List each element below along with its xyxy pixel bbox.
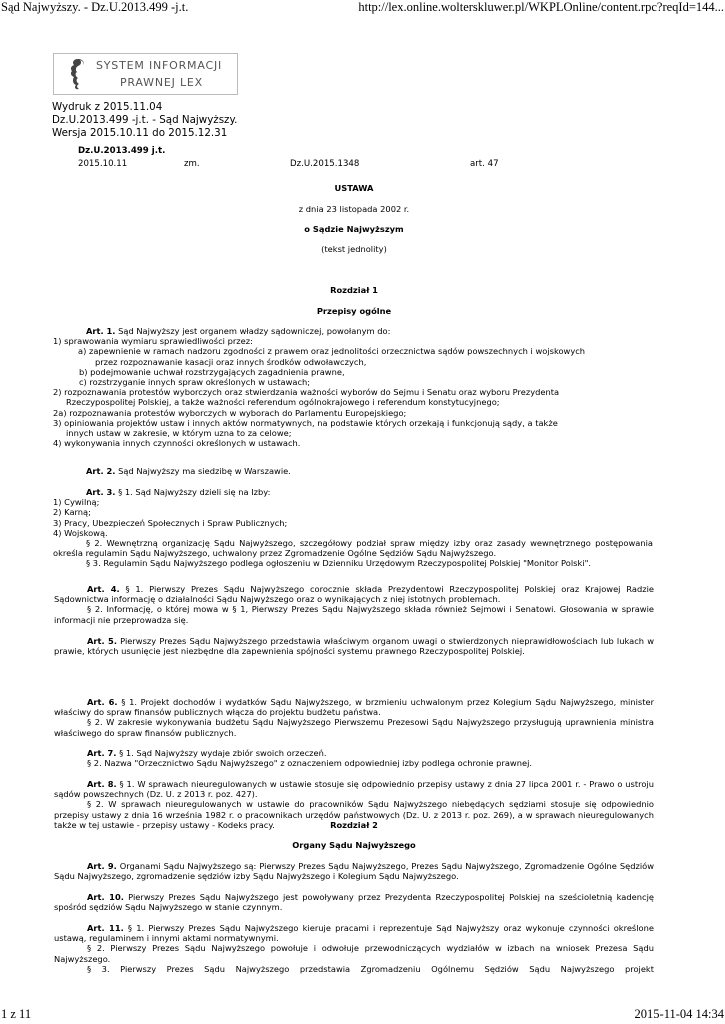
article-3-section-1: § 1. Sąd Najwyższy dzieli się na Izby:: [118, 487, 271, 497]
print-date: Wydruk z 2015.11.04: [52, 101, 163, 113]
article-9-text: Organami Sądu Najwyższego są: Pierwszy Prezes Sądu Najwyższego, Prezes Sądu Najwyższego, Zgromadzenie Ogólne Sędziów Sądu Najwyższego, zgromadzenie sędziów izby Sądu Najwyższego i Kolegium Sądu Najwyższego.: [54, 861, 655, 882]
article-9-heading: Art. 9.: [87, 861, 117, 871]
article-1-point-2: 2) rozpoznawania protestów wyborczych oraz stwierdzania ważności wyborów do Sejmu i Senatu oraz wyboru Prezydenta: [53, 387, 560, 398]
article-10-text: Pierwszy Prezes Sądu Najwyższego jest powoływany przez Prezydenta Rzeczypospolitej Polskiej na sześcioletnią kadencję spośród sędziów Sądu Najwyższego w stanie czynnym.: [54, 892, 654, 913]
logo-line-2: PRAWNEJ LEX: [120, 76, 203, 89]
article-1-point-1a: a) zapewnienie w ramach nadzoru zgodności z prawem oraz jednolitości orzecznictwa sądów powszechnych i wojskowych: [78, 346, 586, 357]
version-range: Wersja 2015.10.11 do 2015.12.31: [52, 127, 228, 139]
seahorse-icon: [64, 57, 88, 91]
act-reference: Dz.U.2013.499 j.t.: [78, 146, 166, 156]
chapter-1-label: Rozdział 1: [330, 285, 378, 295]
article-11-heading: Art. 11.: [87, 923, 124, 933]
article-2-heading: Art. 2.: [86, 466, 116, 476]
amend-type: zm.: [184, 159, 200, 169]
print-header-url: http://lex.online.wolterskluwer.pl/WKPLOnline/content.rpc?reqId=144...: [358, 0, 724, 14]
article-1-point-1c: c) rozstrzyganie innych spraw określonych w ustawach;: [79, 377, 311, 388]
article-6-heading: Art. 6.: [87, 697, 118, 707]
article-4-heading: Art. 4.: [87, 584, 120, 594]
page-counter: 1 z 11: [1, 1007, 32, 1021]
article-1-heading: Art. 1.: [86, 326, 116, 336]
article-1-point-4: 4) wykonywania innych czynności określonych w ustawach.: [53, 438, 301, 449]
doc-date: z dnia 23 listopada 2002 r.: [298, 204, 410, 214]
article-6: [54, 697, 654, 738]
amend-source: Dz.U.2015.1348: [290, 159, 360, 169]
doc-title: o Sądzie Najwyższym: [304, 224, 404, 234]
article-10-heading: Art. 10.: [87, 892, 124, 902]
article-3-item-2: 2) Karną;: [53, 507, 91, 518]
article-7-heading: Art. 7.: [87, 748, 117, 758]
article-11: [54, 923, 654, 974]
chapter-1-title: Przepisy ogólne: [316, 306, 392, 316]
article-1: [53, 326, 653, 448]
print-timestamp: 2015-11-04 14:34: [634, 1007, 724, 1021]
article-1-point-2-cont: Rzeczypospolitej Polskiej, a także ważności referendum ogólnokrajowego i referendum konstytucyjnego;: [66, 397, 500, 408]
article-3-section-3: § 3. Regulamin Sądu Najwyższego podlega ogłoszeniu w Dzienniku Urzędowym Rzeczypospolitej Polskiej "Monitor Polski".: [86, 558, 592, 569]
article-10: [54, 892, 654, 912]
article-4-section-1: § 1. Pierwszy Prezes Sądu Najwyższego corocznie składa Prezydentowi Rzeczypospolitej Polskiej oraz Krajowej Radzie Sądownictwa informację o działalności Sądu Najwyższego oraz o wynikających z niej istotnych problemach.: [54, 584, 654, 605]
article-1-intro: Sąd Najwyższy jest organem władzy sądowniczej, powołanym do:: [118, 326, 391, 336]
article-5-text: Pierwszy Prezes Sądu Najwyższego przedstawia właściwym organom uwagi o stwierdzonych nieprawidłowościach lub lukach w prawie, których usunięcie jest niezbędne dla zapewnienia spójności systemu prawnego Rzeczypospolitej Polskiej.: [54, 636, 654, 657]
chapter-2-label: Rozdział 2: [330, 820, 378, 830]
article-11-section-3: § 3. Pierwszy Prezes Sądu Najwyższego przedstawia Zgromadzeniu Ogólnemu Sędziów Sądu Najwyższego projekt: [87, 963, 654, 974]
article-3-item-1: 1) Cywilną;: [53, 497, 100, 508]
print-header-title: Sąd Najwyższy. - Dz.U.2013.499 -j.t.: [1, 0, 189, 14]
article-5-heading: Art. 5.: [87, 636, 117, 646]
article-11-section-1: § 1. Pierwszy Prezes Sądu Najwyższego kieruje pracami i reprezentuje Sąd Najwyższy oraz wykonuje czynności określone ustawą, regulaminem i innymi aktami normatywnymi.: [54, 923, 654, 944]
article-11-section-2: § 2. Pierwszy Prezes Sądu Najwyższego powołuje i odwołuje przewodniczących wydziałów w izbach na wniosek Prezesa Sądu Najwyższego.: [54, 943, 654, 964]
article-1-point-2a: 2a) rozpoznawania protestów wyborczych w wyborach do Parlamentu Europejskiego;: [53, 407, 407, 418]
article-2: [53, 466, 653, 476]
article-1-point-1b: b) podejmowanie uchwał rozstrzygających zagadnienia prawne,: [79, 366, 345, 377]
article-8-section-2: § 2. W sprawach nieuregulowanych w ustawie do pracowników Sądu Najwyższego niebędących sędziami stosuje się odpowiednio przepisy ustawy z dnia 16 września 1982 r. o pracownikach urzędów państwowych (Dz. U. z 2013 r. poz. 269), a w sprawach nieuregulowanych także w tej ustawie - przepisy ustawy - Kodeks pracy.: [54, 799, 654, 830]
article-3-section-2: § 2. Wewnętrzną organizację Sądu Najwyższego, szczegółowy podział spraw między izby oraz zasady wewnętrznego postępowania określa regulamin Sądu Najwyższego, uchwalony przez Zgromadzenie Ogólne Sędziów Sądu Najwyższego.: [53, 538, 653, 559]
article-9: [54, 861, 654, 881]
article-7-section-2: § 2. Nazwa "Orzecznictwo Sądu Najwyższego" z oznaczeniem odpowiedniej izby podlega ochronie prawnej.: [87, 758, 533, 769]
logo-line-1: SYSTEM INFORMACJI: [96, 59, 223, 72]
article-1-point-1: 1) sprawowania wymiaru sprawiedliwości przez:: [53, 336, 253, 347]
act-citation: Dz.U.2013.499 -j.t. - Sąd Najwyższy.: [52, 114, 238, 126]
article-4-section-2: § 2. Informację, o której mowa w § 1, Pierwszy Prezes Sądu Najwyższego składa również Sejmowi i Senatowi. Głosowania w sprawie informacji nie przeprowadza się.: [54, 604, 654, 625]
doc-note: (tekst jednolity): [321, 244, 387, 254]
article-3-item-3: 3) Pracy, Ubezpieczeń Społecznych i Spraw Publicznych;: [53, 517, 288, 528]
article-8-heading: Art. 8.: [87, 779, 117, 789]
print-meta: [52, 101, 237, 140]
article-2-text: Sąd Najwyższy ma siedzibę w Warszawie.: [118, 466, 291, 476]
article-6-section-2: § 2. W zakresie wykonywania budżetu Sądu Najwyższego Pierwszemu Prezesowi Sądu Najwyższego przysługują uprawnienia ministra właściwego do spraw finansów publicznych.: [54, 717, 654, 738]
article-3-item-4: 4) Wojskową.: [53, 527, 108, 538]
article-6-section-1: § 1. Projekt dochodów i wydatków Sądu Najwyższego, w brzmieniu uchwalonym przez Kolegium Sądu Najwyższego, minister właściwy do spraw finansów publicznych włącza do projektu budżetu państwa.: [54, 697, 654, 718]
amend-date: 2015.10.11: [78, 159, 128, 169]
chapter-2-title: Organy Sądu Najwyższego: [292, 840, 416, 850]
article-4: [54, 584, 654, 625]
article-5: [54, 636, 654, 656]
article-1-point-3-cont: innych ustaw w zakresie, w którym uzna to za celowe;: [66, 428, 292, 439]
article-8-section-1: § 1. W sprawach nieuregulowanych w ustawie stosuje się odpowiednio przepisy ustawy z dnia 27 lipca 2001 r. - Prawo o ustroju sądów powszechnych (Dz. U. z 2013 r. poz. 427).: [54, 779, 654, 800]
article-1-point-1a-cont: przez rozpoznawanie kasacji oraz innych środków odwoławczych,: [95, 356, 367, 367]
doc-type: USTAWA: [334, 183, 374, 193]
article-3-heading: Art. 3.: [86, 487, 116, 497]
lex-logo: [53, 53, 238, 95]
article-7-section-1: § 1. Sąd Najwyższy wydaje zbiór swoich orzeczeń.: [119, 748, 327, 758]
article-3: [53, 487, 653, 569]
amend-article: art. 47: [470, 159, 499, 169]
article-7: [54, 748, 654, 768]
article-1-point-3: 3) opiniowania projektów ustaw i innych aktów normatywnych, na podstawie których orzekają i funkcjonują sądy, a także: [53, 417, 558, 428]
